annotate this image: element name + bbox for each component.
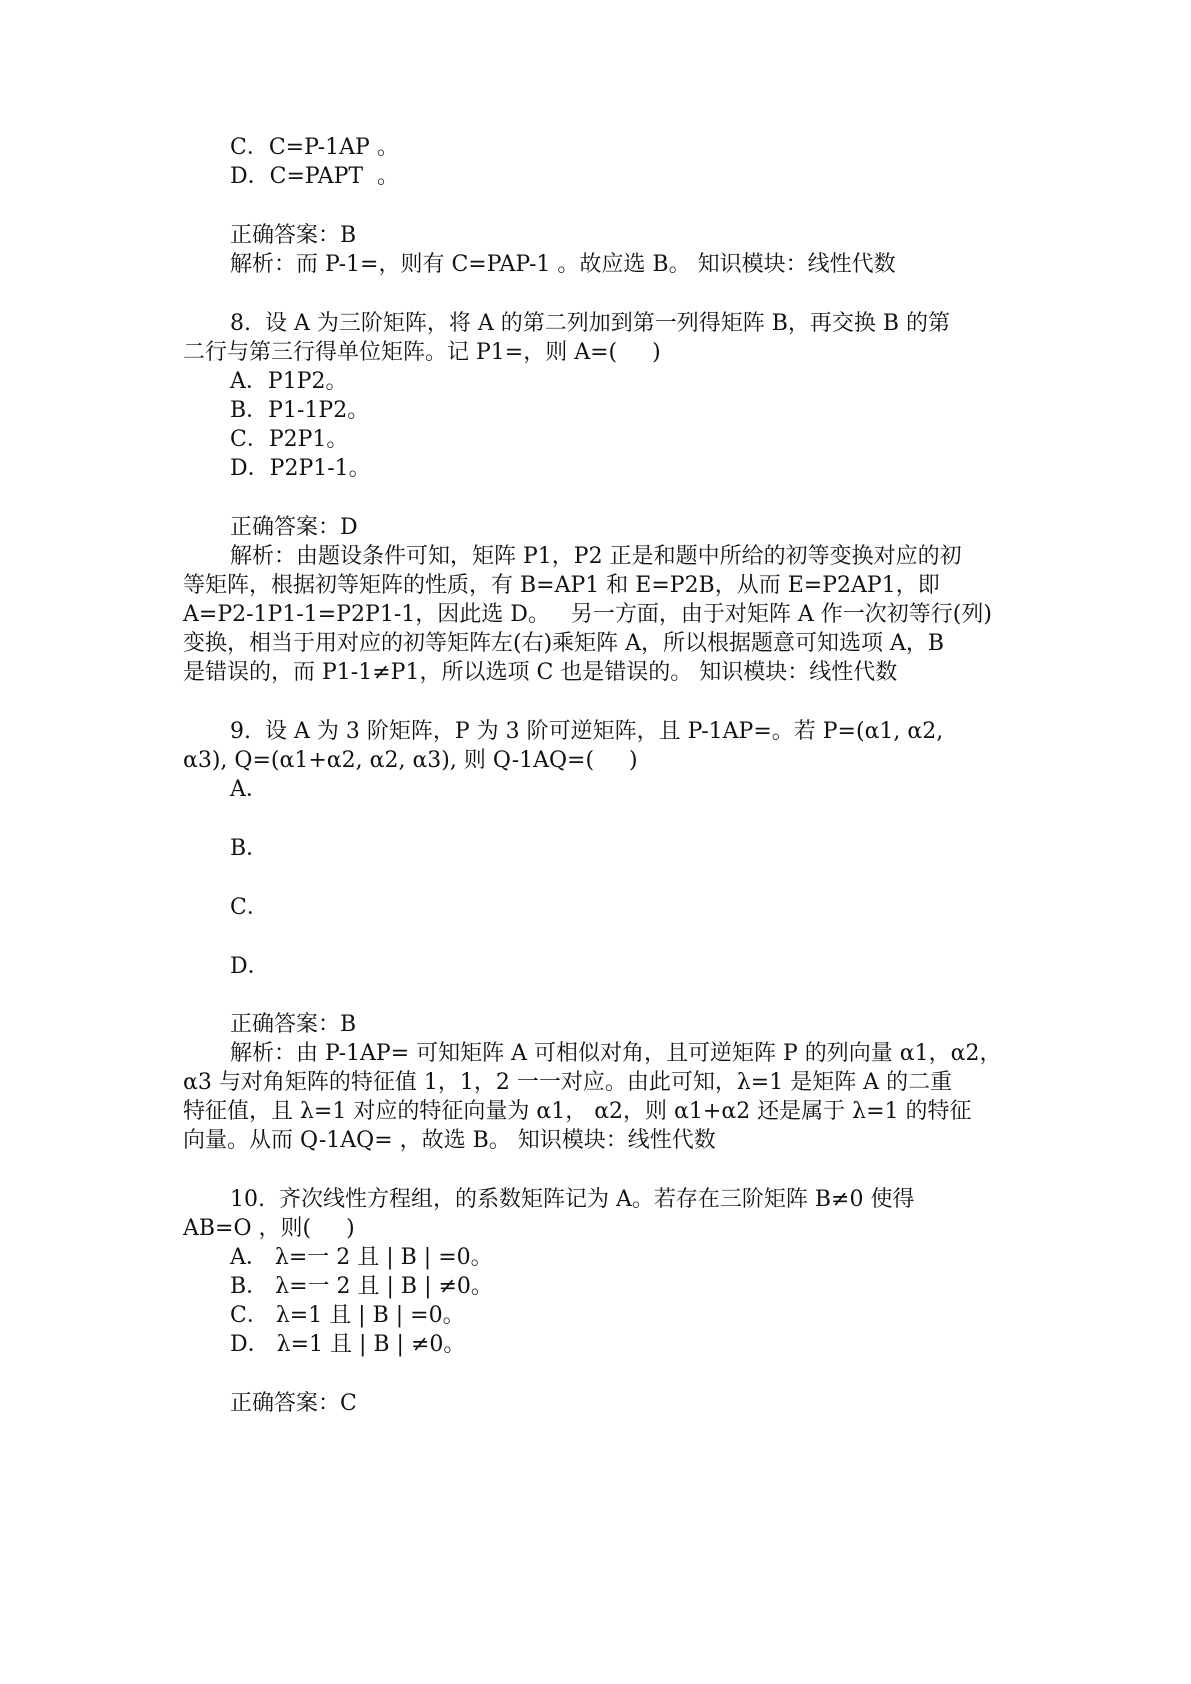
q10-option-d: D． λ=1 且 | B | ≠0。	[230, 1332, 466, 1357]
q9-option-d: D．	[230, 954, 270, 979]
q7-answer: 正确答案：B	[230, 223, 357, 248]
q9-analysis-line-2: α3 与对角矩阵的特征值 1，1，2 一一对应。由此可知，λ=1 是矩阵 A 的二重	[183, 1070, 953, 1095]
q10-stem-line-2: AB=O ，则( )	[183, 1216, 355, 1241]
q8-analysis-line-3: A=P2-1P1-1=P2P1-1，因此选 D。 另一方面，由于对矩阵 A 作一次初等行(列)	[183, 602, 992, 627]
q9-answer: 正确答案：B	[230, 1012, 357, 1037]
q8-option-b: B．P1-1P2。	[230, 398, 370, 423]
q9-analysis-line-1: 解析：由 P-1AP= 可知矩阵 A 可相似对角，且可逆矩阵 P 的列向量 α1，α2，	[230, 1041, 1002, 1066]
q10-answer: 正确答案：C	[230, 1391, 357, 1416]
q10-option-c: C． λ=1 且 | B | =0。	[230, 1303, 465, 1328]
q9-stem-line-2: α3), Q=(α1+α2, α2, α3), 则 Q-1AQ=( )	[183, 748, 638, 773]
q8-option-a: A．P1P2。	[230, 369, 348, 394]
q7-option-c: C．C=P-1AP 。	[230, 135, 399, 160]
q7-option-d: D．C=PAPT 。	[230, 164, 400, 189]
q8-analysis-line-1: 解析：由题设条件可知，矩阵 P1，P2 正是和题中所给的初等变换对应的初	[230, 544, 962, 569]
q9-option-a: A．	[230, 777, 268, 802]
q9-stem-line-1: 9. 设 A 为 3 阶矩阵，P 为 3 阶可逆矩阵，且 P-1AP=。若 P=(α1, α2,	[230, 719, 944, 744]
q8-option-c: C．P2P1。	[230, 427, 349, 452]
q9-analysis-line-3: 特征值，且 λ=1 对应的特征向量为 α1， α2，则 α1+α2 还是属于 λ=1 的特征	[183, 1099, 972, 1124]
q8-analysis-line-5: 是错误的，而 P1-1≠P1，所以选项 C 也是错误的。 知识模块：线性代数	[183, 660, 898, 685]
q8-analysis-line-4: 变换，相当于用对应的初等矩阵左(右)乘矩阵 A，所以根据题意可知选项 A，B	[183, 631, 945, 656]
q8-option-d: D．P2P1-1。	[230, 456, 371, 481]
q9-option-b: B．	[230, 836, 269, 861]
q8-answer: 正确答案：D	[230, 515, 358, 540]
q10-option-b: B． λ=一 2 且 | B | ≠0。	[230, 1274, 493, 1299]
q10-stem-line-1: 10. 齐次线性方程组，的系数矩阵记为 A。若存在三阶矩阵 B≠0 使得	[230, 1187, 915, 1212]
q7-analysis: 解析：而 P-1=，则有 C=PAP-1 。故应选 B。 知识模块：线性代数	[230, 252, 896, 277]
q8-analysis-line-2: 等矩阵，根据初等矩阵的性质，有 B=AP1 和 E=P2B，从而 E=P2AP1，即	[183, 573, 940, 598]
q9-analysis-line-4: 向量。从而 Q-1AQ= ，故选 B。 知识模块：线性代数	[183, 1128, 716, 1153]
q8-stem-line-1: 8. 设 A 为三阶矩阵，将 A 的第二列加到第一列得矩阵 B，再交换 B 的第	[230, 311, 951, 336]
q10-option-a: A． λ=一 2 且 | B | =0。	[230, 1245, 493, 1270]
q9-option-c: C．	[230, 895, 269, 920]
q8-stem-line-2: 二行与第三行得单位矩阵。记 P1=，则 A=( )	[183, 340, 661, 365]
